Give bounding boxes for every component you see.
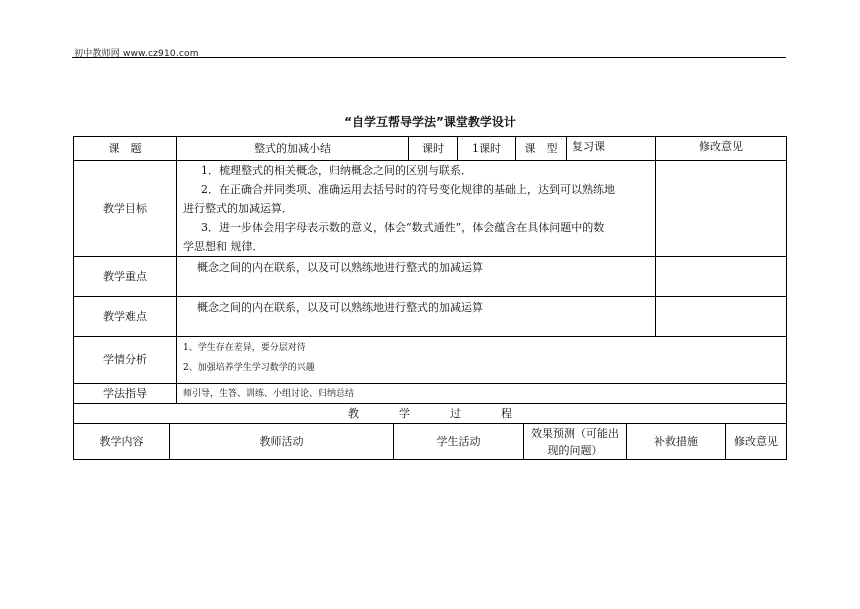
header-divider <box>72 57 786 58</box>
document-title: “自学互帮导学法”课堂教学设计 <box>344 115 516 129</box>
method-label: 学法指导 <box>74 384 177 404</box>
goal-line: 2．在正确合并同类项、准确运用去括号时的符号变化规律的基础上，达到可以熟练地 <box>201 183 615 196</box>
goal-line: 学思想和 规律． <box>183 240 264 253</box>
difficult-revision-cell <box>656 297 787 337</box>
goal-line: 1．梳理整式的相关概念，归纳概念之间的区别与联系． <box>201 164 472 177</box>
analysis-label: 学情分析 <box>74 337 177 384</box>
col-revision: 修改意见 <box>726 424 787 460</box>
lesson-design-table <box>73 136 787 404</box>
difficult-value: 概念之间的内在联系，以及可以熟练地进行整式的加减运算 <box>177 297 656 337</box>
topic-value: 整式的加减小结 <box>177 137 409 161</box>
revision-label: 修改意见 <box>656 137 787 161</box>
goal-line: 3．进一步体会用字母表示数的意义，体会“数式通性”，体会蕴含在具体问题中的数 <box>201 221 605 234</box>
analysis-line: 2、加强培养学生学习数学的兴趣 <box>183 363 315 373</box>
key-label: 教学重点 <box>74 257 177 297</box>
key-value: 概念之间的内在联系，以及可以熟练地进行整式的加减运算 <box>177 257 656 297</box>
col-effect-prediction: 效果预测（可能出现的问题） <box>524 424 627 460</box>
goals-revision-cell <box>656 161 787 257</box>
type-label: 课 型 <box>516 137 567 161</box>
period-value: 1课时 <box>458 137 516 161</box>
difficult-label: 教学难点 <box>74 297 177 337</box>
process-table <box>73 403 787 460</box>
col-teacher-activity: 教师活动 <box>170 424 394 460</box>
analysis-content <box>177 337 787 384</box>
method-value: 师引导，生答、训练、小组讨论、归纳总结 <box>177 384 787 404</box>
process-heading <box>74 404 787 424</box>
period-label: 课时 <box>409 137 458 161</box>
site-header: 初中教师网 www.cz910.com <box>74 49 199 59</box>
type-value: 复习课 <box>567 137 656 161</box>
goal-line: 进行整式的加减运算． <box>183 202 293 215</box>
process-heading-char: 教 <box>348 406 360 420</box>
process-heading-char: 过 <box>450 406 462 420</box>
col-content: 教学内容 <box>74 424 170 460</box>
col-remedy: 补救措施 <box>627 424 726 460</box>
goals-label: 教学目标 <box>74 161 177 257</box>
topic-label: 课 题 <box>74 137 177 161</box>
goals-content <box>177 161 656 257</box>
col-student-activity: 学生活动 <box>394 424 524 460</box>
analysis-line: 1、学生存在差异，要分层对待 <box>183 343 306 353</box>
process-heading-char: 学 <box>399 406 411 420</box>
process-heading-char: 程 <box>501 406 513 420</box>
key-revision-cell <box>656 257 787 297</box>
